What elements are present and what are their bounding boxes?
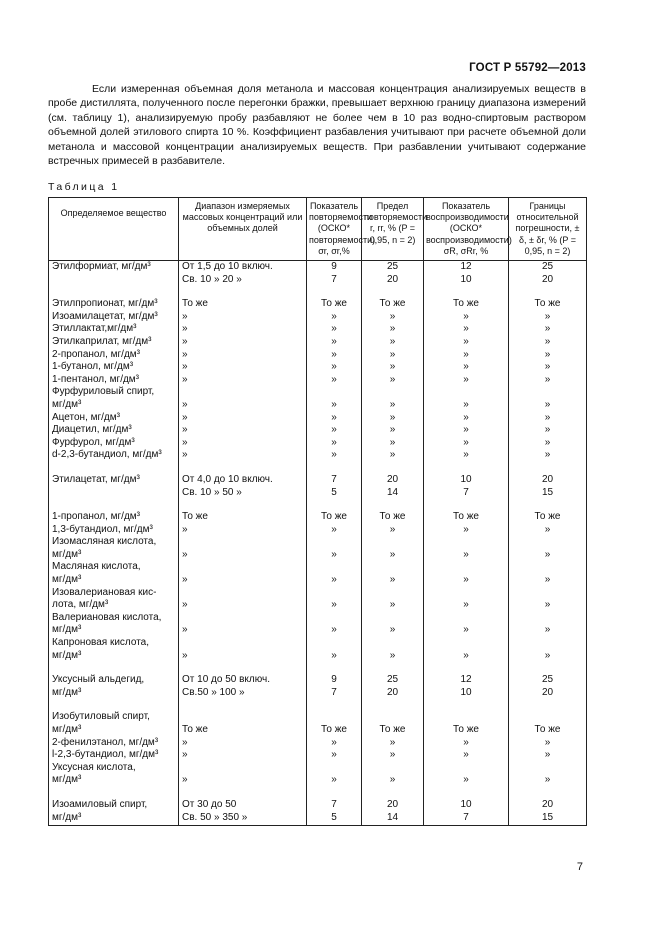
repeatability-index-cell: 7 5 xyxy=(307,474,362,511)
header-range: Диапазон измеряемых массовых концентраций или объемных долей xyxy=(179,198,307,261)
range-cell: От 4,0 до 10 включ. Св. 10 » 50 » xyxy=(179,474,307,511)
table-row xyxy=(49,298,587,474)
header-error-bounds: Границы относительной погрешности, ± δ, ± δr, % (P = 0,95, n = 2) xyxy=(509,198,587,261)
data-table xyxy=(48,197,587,826)
header-substance: Определяемое вещество xyxy=(49,198,179,261)
repeatability-limit-cell: 25 20 xyxy=(362,261,424,299)
error-bounds-cell: То же » » » » » » » » » » » xyxy=(509,298,587,474)
table-row xyxy=(49,799,587,826)
table-row xyxy=(49,711,587,799)
substance-cell: Этилформиат, мг/дм³ xyxy=(49,261,179,299)
reproducibility-index-cell: 10 7 xyxy=(424,799,509,826)
reproducibility-index-cell: То же » » » » » » » » » » » xyxy=(424,298,509,474)
substance-cell: Изобутиловый спирт, мг/дм³ 2-фенилэтанол, мг/дм³ l-2,3-бутандиол, мг/дм³ Уксусная кислота, мг/дм³ xyxy=(49,711,179,799)
intro-text: Если измеренная объемная доля метанола и массовая концентрация анализируемых веществ в пробе дистиллята, полученного после перегонки бражки, превышает верхнюю границу диапазона измерений (см. таблицу 1), анализируемую пробу разбавляют не более чем в 10 раз водно-спиртовым раствором объемной долей этилового спирта 10 %. Коэффициент разбавления учитывают при расчете объемной доли метанола и массовой концентрации анализируемых веществ. При разбавлении учитывают содержание встречных примесей в разбавителе. xyxy=(48,83,586,168)
reproducibility-index-cell: То же » » » » » » xyxy=(424,511,509,674)
reproducibility-index-cell: 10 7 xyxy=(424,474,509,511)
repeatability-index-cell: 9 7 xyxy=(307,674,362,711)
substance-cell: Этилацетат, мг/дм³ xyxy=(49,474,179,511)
table-body xyxy=(49,261,587,826)
repeatability-index-cell: 9 7 xyxy=(307,261,362,299)
page-number: 7 xyxy=(576,861,583,873)
header-repeatability-limit: Предел повторяемости r, rr, % (P = 0,95, n = 2) xyxy=(362,198,424,261)
substance-cell: Уксусный альдегид, мг/дм³ xyxy=(49,674,179,711)
repeatability-limit-cell: То же » » » » » » xyxy=(362,511,424,674)
repeatability-limit-cell: 20 14 xyxy=(362,474,424,511)
repeatability-limit-cell: То же » » » xyxy=(362,711,424,799)
error-bounds-cell: 20 15 xyxy=(509,799,587,826)
range-cell: От 10 до 50 включ. Св.50 » 100 » xyxy=(179,674,307,711)
table-header-row xyxy=(49,198,587,261)
reproducibility-index-cell: 12 10 xyxy=(424,674,509,711)
range-cell: То же » » » xyxy=(179,711,307,799)
substance-cell: 1-пропанол, мг/дм³ 1,3-бутандиол, мг/дм³ Изомасляная кислота, мг/дм³ Масляная кислота, мг/дм³ Изовалериановая кис- лота, мг/дм³ Валериановая кислота, мг/дм³ Капроновая кислота, мг/дм³ xyxy=(49,511,179,674)
error-bounds-cell: 25 20 xyxy=(509,261,587,299)
reproducibility-index-cell: 12 10 xyxy=(424,261,509,299)
header-reproducibility-index: Показатель воспроизводимости (ОСКО* воспроизводимости) σR, σRr, % xyxy=(424,198,509,261)
repeatability-index-cell: 7 5 xyxy=(307,799,362,826)
standard-number: ГОСТ Р 55792—2013 xyxy=(469,62,586,74)
error-bounds-cell: 25 20 xyxy=(509,674,587,711)
repeatability-index-cell: То же » » » » » » » » » » » xyxy=(307,298,362,474)
range-cell: От 1,5 до 10 включ. Св. 10 » 20 » xyxy=(179,261,307,299)
intro-paragraph xyxy=(48,82,586,168)
error-bounds-cell: То же » » » » » » xyxy=(509,511,587,674)
table-caption: Таблица 1 xyxy=(48,181,120,193)
table-row xyxy=(49,261,587,299)
error-bounds-cell: То же » » » xyxy=(509,711,587,799)
table-row xyxy=(49,511,587,674)
substance-cell: Этилпропионат, мг/дм³ Изоамилацетат, мг/дм³ Этиллактат,мг/дм³ Этилкаприлат, мг/дм³ 2-пропанол, мг/дм³ 1-бутанол, мг/дм³ 1-пентанол, мг/дм³ Фурфуриловый спирт, мг/дм³ Ацетон, мг/дм³ Диацетил, мг/дм³ Фурфурол, мг/дм³ d-2,3-бутандиол, мг/дм³ xyxy=(49,298,179,474)
repeatability-limit-cell: 25 20 xyxy=(362,674,424,711)
range-cell: То же » » » » » » xyxy=(179,511,307,674)
error-bounds-cell: 20 15 xyxy=(509,474,587,511)
repeatability-limit-cell: 20 14 xyxy=(362,799,424,826)
table-row xyxy=(49,474,587,511)
substance-cell: Изоамиловый спирт, мг/дм³ xyxy=(49,799,179,826)
repeatability-limit-cell: То же » » » » » » » » » » » xyxy=(362,298,424,474)
repeatability-index-cell: То же » » » » » » xyxy=(307,511,362,674)
repeatability-index-cell: То же » » » xyxy=(307,711,362,799)
header-repeatability-index: Показатель повторяемости (ОСКО* повторяемости) σr, σr,% xyxy=(307,198,362,261)
table-row xyxy=(49,674,587,711)
range-cell: От 30 до 50 Св. 50 » 350 » xyxy=(179,799,307,826)
reproducibility-index-cell: То же » » » xyxy=(424,711,509,799)
range-cell: То же » » » » » » » » » » » xyxy=(179,298,307,474)
